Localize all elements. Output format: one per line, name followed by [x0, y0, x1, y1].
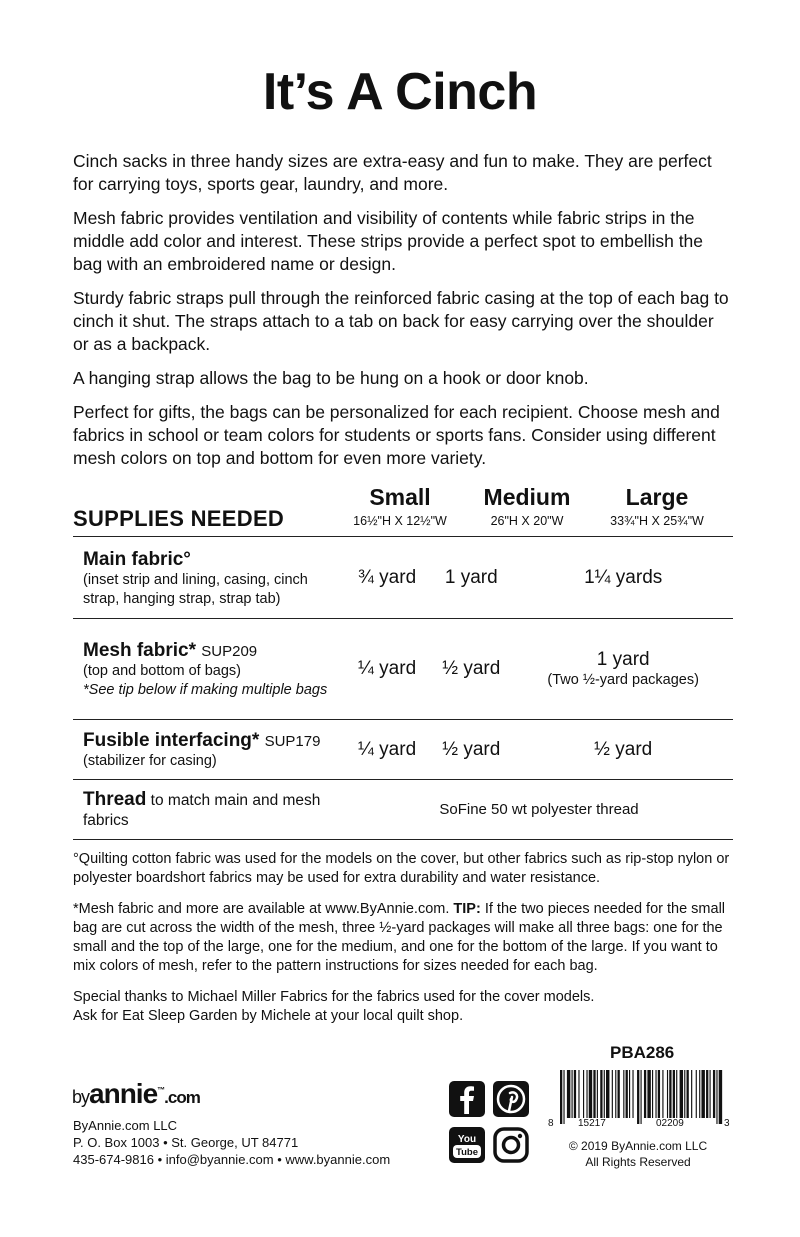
- supply-item: [73, 720, 345, 780]
- supply-name-line: [83, 730, 345, 752]
- table-row: [73, 537, 733, 619]
- barcode-bar: [597, 1070, 598, 1118]
- qty-medium: ½ yard: [429, 619, 513, 720]
- qty-small: ¼ yard: [345, 619, 429, 720]
- barcode-bar: [676, 1070, 677, 1118]
- barcode-bar: [658, 1070, 660, 1118]
- facebook-icon[interactable]: [449, 1081, 485, 1117]
- qty-large: ½ yard: [513, 720, 733, 780]
- barcode-bar: [647, 1070, 650, 1118]
- barcode-bar: [615, 1070, 616, 1118]
- barcode-bar: [612, 1070, 613, 1118]
- supply-description: to match main and mesh fabrics: [83, 792, 321, 829]
- barcode-digits: [548, 1118, 732, 1132]
- supply-item: [73, 780, 345, 840]
- barcode-bar: [701, 1070, 704, 1118]
- size-large-header: [582, 484, 732, 528]
- barcode-bar: [684, 1070, 685, 1118]
- barcode-bar: [713, 1070, 715, 1118]
- supply-description: (stabilizer for casing): [83, 753, 217, 769]
- supply-name: Fusible interfacing*: [83, 730, 260, 751]
- barcode-bar: [618, 1070, 620, 1118]
- barcode-bar: [719, 1070, 722, 1124]
- barcode-bar: [604, 1070, 605, 1118]
- thanks-line: Ask for Eat Sleep Garden by Michele at your local quilt shop.: [73, 1008, 464, 1024]
- barcode-bar: [560, 1070, 562, 1124]
- supply-note: *See tip below if making multiple bags: [83, 682, 328, 698]
- youtube-label: You: [457, 1134, 477, 1145]
- rights-line: All Rights Reserved: [585, 1155, 691, 1169]
- company-name: ByAnnie.com LLC: [73, 1118, 178, 1133]
- copyright-line: © 2019 ByAnnie.com LLC: [568, 1139, 708, 1153]
- byannie-logo: [72, 1078, 200, 1110]
- qty-medium: ½ yard: [429, 720, 513, 780]
- footnotes: [73, 850, 733, 1038]
- barcode-bar: [572, 1070, 573, 1118]
- barcode-bar: [691, 1070, 692, 1118]
- barcode-bar: [586, 1070, 587, 1118]
- thanks-line: Special thanks to Michael Miller Fabrics for the fabrics used for the cover models.: [73, 989, 595, 1005]
- barcode-bars: [548, 1068, 732, 1124]
- supplies-table: [73, 536, 733, 840]
- supply-name: Mesh fabric*: [83, 640, 196, 661]
- logo-domain: .com: [164, 1088, 200, 1107]
- mesh-note-text: *Mesh fabric and more are available at www.ByAnnie.com.: [73, 901, 450, 917]
- barcode-bar: [662, 1070, 663, 1118]
- instagram-icon[interactable]: [493, 1127, 529, 1163]
- copyright: [563, 1138, 713, 1170]
- barcode-bar: [567, 1070, 570, 1118]
- barcode-digit: 3: [724, 1118, 730, 1129]
- tip-text: If the two pieces needed for the small bag are cut across the width of the mesh, three ½-yard packages will make all three bags: one for the small and the top of the large, one for the medium, and one for the bottom of the large. If you want to mix colors of mesh, refer to the pattern instructions for sizes needed for each bag.: [73, 901, 726, 974]
- contact-info: [73, 1117, 390, 1168]
- intro-paragraph: Perfect for gifts, the bags can be personalized for each recipient. Choose mesh and fabrics in school or team colors for students or sports fans. Consider using different mesh colors on top and bottom for even more variety.: [73, 402, 720, 468]
- thread-line: [83, 790, 345, 831]
- size-medium-header: [452, 484, 602, 528]
- pinterest-icon[interactable]: [493, 1081, 529, 1117]
- supplies-heading: SUPPLIES NEEDED: [73, 506, 285, 531]
- supply-item: [73, 619, 345, 720]
- barcode-digit: 15217: [578, 1118, 606, 1129]
- barcode-bar: [644, 1070, 646, 1118]
- thanks-note: [73, 988, 733, 1026]
- supply-name: Thread: [83, 789, 147, 810]
- contact-line: 435-674-9816 • info@byannie.com • www.byannie.com: [73, 1152, 391, 1167]
- barcode-bar: [583, 1070, 584, 1118]
- barcode-bar: [673, 1070, 675, 1118]
- size-name: Large: [625, 484, 689, 510]
- barcode-bar: [574, 1070, 576, 1118]
- barcode-bar: [669, 1070, 671, 1118]
- table-row: [73, 780, 733, 840]
- supplies-header: [73, 484, 733, 536]
- supply-code: SUP209: [201, 643, 258, 660]
- supply-item: [73, 537, 345, 619]
- supply-description: (top and bottom of bags): [83, 663, 241, 679]
- barcode-bar: [655, 1070, 656, 1118]
- barcode-bar: [623, 1070, 624, 1118]
- barcode-bar: [606, 1070, 609, 1118]
- barcode-bar: [716, 1070, 717, 1124]
- page-title: It’s A Cinch: [262, 63, 538, 121]
- barcode-bar: [563, 1070, 564, 1124]
- barcode-bar: [632, 1070, 633, 1118]
- barcode-bar: [641, 1070, 642, 1124]
- intro-paragraph: Sturdy fabric straps pull through the reinforced fabric casing at the top of each bag to cinch it shut. The straps attach to a tab on back for easy carrying over the shoulder or as a backpack.: [73, 288, 729, 354]
- supply-description: (inset strip and lining, casing, cinch strap, hanging strap, strap tab): [83, 571, 308, 607]
- thread-value: SoFine 50 wt polyester thread: [345, 780, 733, 840]
- qty-medium: 1 yard: [429, 537, 513, 619]
- barcode: [548, 1068, 732, 1140]
- size-name: Medium: [483, 484, 571, 510]
- size-name: Small: [369, 484, 431, 510]
- tip-label: TIP:: [453, 901, 481, 917]
- intro-paragraph: Mesh fabric provides ventilation and visibility of contents while fabric strips in the middle add color and interest. These strips provide a perfect spot to embellish the bag with an embroidered name or design.: [73, 208, 704, 274]
- qty-large-note: (Two ½-yard packages): [547, 671, 699, 688]
- supply-name-line: [83, 640, 345, 662]
- barcode-bar: [687, 1070, 689, 1118]
- qty-small: ¾ yard: [345, 537, 429, 619]
- barcode-bar: [710, 1070, 711, 1118]
- barcode-digit: 8: [548, 1118, 554, 1129]
- qty-large: 1 yard: [596, 648, 650, 670]
- intro-paragraph: Cinch sacks in three handy sizes are extra-easy and fun to make. They are perfect for carrying toys, sports gear, laundry, and more.: [73, 151, 712, 194]
- barcode-bar: [626, 1070, 628, 1118]
- barcode-digit: 02209: [656, 1118, 684, 1129]
- size-dimensions: 33¾"H X 25¾"W: [610, 514, 704, 528]
- fabric-footnote: °Quilting cotton fabric was used for the models on the cover, but other fabrics such as rip-stop nylon or polyester boardshort fabrics may be used for extra durability and water resistance.: [73, 851, 730, 886]
- qty-small: ¼ yard: [345, 720, 429, 780]
- youtube-label: Tube: [456, 1147, 478, 1158]
- barcode-bar: [706, 1070, 708, 1118]
- intro-text: [73, 150, 733, 481]
- table-row: [73, 720, 733, 780]
- intro-paragraph: A hanging strap allows the bag to be hung on a hook or door knob.: [73, 368, 589, 388]
- barcode-bar: [652, 1070, 653, 1118]
- logo-tm: ™: [157, 1085, 165, 1095]
- barcode-bar: [667, 1070, 668, 1118]
- barcode-bar: [600, 1070, 602, 1118]
- barcode-bar: [578, 1070, 579, 1118]
- social-icons: [449, 1081, 531, 1165]
- logo-main: annie: [89, 1078, 158, 1109]
- barcode-bar: [696, 1070, 697, 1118]
- size-dimensions: 16½"H X 12½"W: [353, 514, 447, 528]
- size-dimensions: 26"H X 20"W: [490, 514, 564, 528]
- barcode-bar: [593, 1070, 595, 1118]
- barcode-bar: [680, 1070, 683, 1118]
- supply-code: SUP179: [264, 733, 321, 750]
- barcode-bar: [589, 1070, 592, 1118]
- address: P. O. Box 1003 • St. George, UT 84771: [73, 1135, 299, 1150]
- mesh-footnote: [73, 900, 733, 976]
- qty-large-cell: [513, 619, 733, 720]
- table-row: [73, 619, 733, 720]
- youtube-icon[interactable]: [449, 1127, 485, 1163]
- logo-by: by: [72, 1087, 90, 1107]
- barcode-bar: [699, 1070, 700, 1118]
- barcode-bar: [629, 1070, 630, 1118]
- barcode-bar: [637, 1070, 639, 1124]
- qty-large: 1¼ yards: [513, 537, 733, 619]
- supply-name: Main fabric°: [83, 548, 191, 570]
- pattern-code: PBA286: [610, 1043, 675, 1062]
